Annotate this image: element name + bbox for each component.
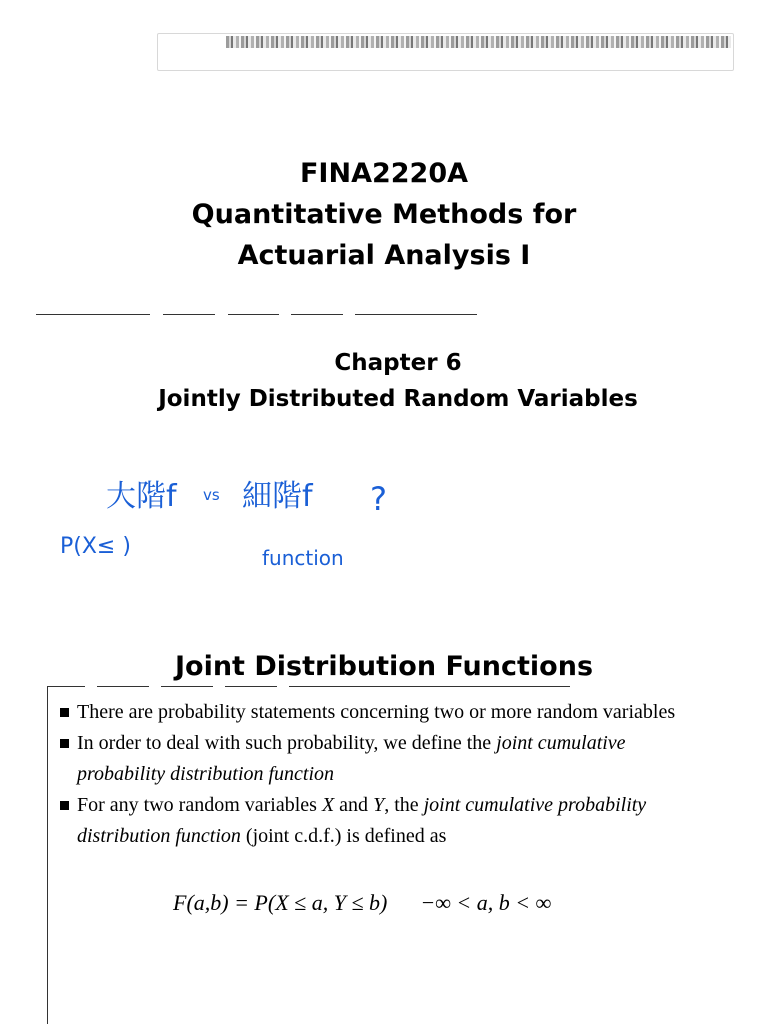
joint-cdf-formula: F(a,b) = P(X ≤ a, Y ≤ b) −∞ < a, b < ∞ — [173, 890, 552, 915]
bullet-text: and — [334, 794, 374, 816]
divider-segment — [289, 686, 570, 687]
square-bullet-icon — [60, 708, 69, 717]
bullet-text: joint cumulative probability distribution function — [77, 794, 647, 847]
course-code: FINA2220A — [299, 158, 469, 189]
divider-segment — [225, 686, 277, 687]
handwritten-note: vs — [203, 486, 220, 504]
bullet-text: joint cumulative probability distribution function — [77, 732, 626, 785]
bullet-list — [60, 697, 700, 852]
course-name-line2: Actuarial Analysis I — [237, 240, 531, 271]
bullet-text: Y — [373, 794, 385, 816]
left-margin-rule — [47, 687, 48, 1024]
section-title: Joint Distribution Functions — [174, 651, 594, 682]
bullet-item — [60, 697, 700, 728]
handwritten-note: 細階f — [242, 479, 313, 514]
bullet-item — [60, 790, 700, 852]
bullet-text: , the — [384, 794, 424, 816]
chapter-title: Jointly Distributed Random Variables — [158, 386, 638, 412]
bullet-text: There are probability statements concerning two or more random variables — [77, 701, 676, 723]
bullet-item — [60, 728, 700, 790]
bullet-text: (joint c.d.f.) is defined as — [240, 825, 447, 847]
bullet-text: For any two random variables — [77, 794, 322, 816]
handwritten-note: 大階f — [106, 479, 177, 514]
square-bullet-icon — [60, 801, 69, 810]
handwritten-note: function — [262, 546, 344, 570]
divider-segment — [47, 686, 85, 687]
course-name-line1: Quantitative Methods for — [191, 199, 577, 230]
square-bullet-icon — [60, 739, 69, 748]
bullet-text: X — [321, 794, 335, 816]
section-divider — [0, 686, 768, 688]
divider-segment — [161, 686, 213, 687]
handwritten-note: ? — [370, 480, 387, 518]
bullet-text: In order to deal with such probability, we define the — [77, 732, 497, 754]
chapter-number: Chapter 6 — [334, 350, 462, 376]
handwritten-note: P(X≤ ) — [60, 534, 131, 559]
divider-segment — [97, 686, 149, 687]
